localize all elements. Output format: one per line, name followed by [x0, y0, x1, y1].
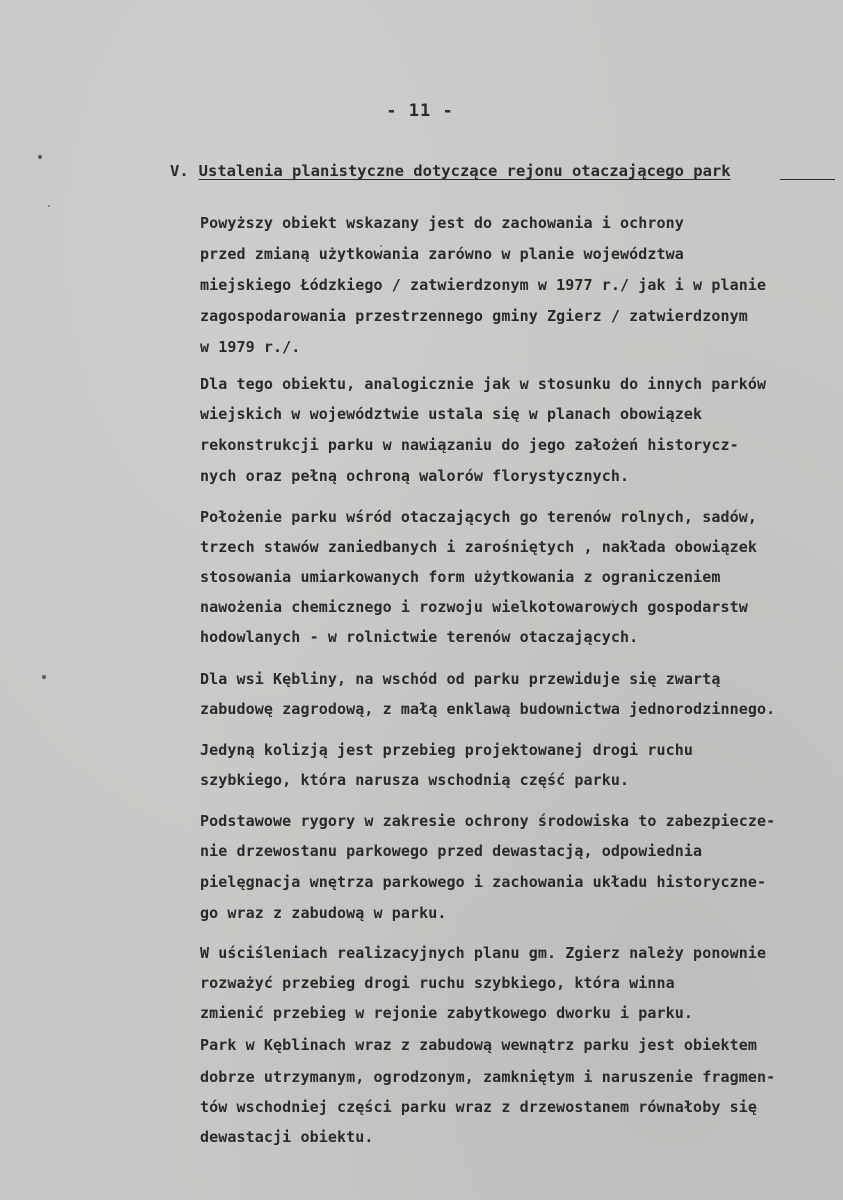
- margin-mark: [38, 155, 42, 159]
- section-heading: [170, 162, 835, 180]
- text-line: W uściśleniach realizacyjnych planu gm. Zgierz należy ponownie: [200, 944, 767, 962]
- heading-rule: [780, 179, 835, 180]
- text-line: rozważyć przebieg drogi ruchu szybkiego, która winna: [200, 974, 675, 992]
- text-line: przed zmianą użytkowania zarówno w planie województwa: [200, 245, 684, 263]
- text-line: Dla wsi Kębliny, na wschód od parku przewiduje się zwartą: [200, 670, 721, 688]
- text-line: dewastacji obiektu.: [200, 1128, 374, 1146]
- text-line: szybkiego, która narusza wschodnią część parku.: [200, 771, 630, 789]
- margin-mark: [42, 675, 46, 679]
- text-line: nych oraz pełną ochroną walorów florystycznych.: [200, 467, 630, 485]
- text-line: Jedyną kolizją jest przebieg projektowanej drogi ruchu: [200, 741, 694, 759]
- text-line: Powyższy obiekt wskazany jest do zachowania i ochrony: [200, 214, 684, 232]
- text-line: go wraz z zabudową w parku.: [200, 904, 447, 922]
- text-line: zabudowę zagrodową, z małą enklawą budownictwa jednorodzinnego.: [200, 700, 776, 718]
- text-line: nie drzewostanu parkowego przed dewastacją, odpowiednia: [200, 842, 703, 860]
- page-number: - 11 -: [386, 101, 454, 121]
- text-line: zmienić przebieg w rejonie zabytkowego dworku i parku.: [200, 1004, 694, 1022]
- text-line: trzech stawów zaniedbanych i zarośniętych , nakłada obowiązek: [200, 538, 757, 556]
- text-line: rekonstrukcji parku w nawiązaniu do jego założeń historycz-: [200, 436, 739, 454]
- section-number: V.: [170, 162, 189, 180]
- text-line: miejskiego Łódzkiego / zatwierdzonym w 1977 r./ jak i w planie: [200, 276, 767, 294]
- text-line: Położenie parku wśród otaczających go terenów rolnych, sadów,: [200, 508, 757, 526]
- text-line: stosowania umiarkowanych form użytkowania z ograniczeniem: [200, 568, 721, 586]
- text-line: wiejskich w województwie ustala się w planach obowiązek: [200, 405, 703, 423]
- text-line: Podstawowe rygory w zakresie ochrony środowiska to zabezpiecze-: [200, 812, 776, 830]
- text-line: hodowlanych - w rolnictwie terenów otaczających.: [200, 628, 639, 646]
- text-line: dobrze utrzymanym, ogrodzonym, zamkniętym i naruszenie fragmen-: [200, 1068, 776, 1086]
- section-title: Ustalenia planistyczne dotyczące rejonu otaczającego park: [198, 162, 731, 180]
- text-line: pielęgnacja wnętrza parkowego i zachowania układu historyczne-: [200, 873, 767, 891]
- paper-speck: [48, 205, 50, 207]
- text-line: w 1979 r./.: [200, 338, 301, 356]
- text-line: zagospodarowania przestrzennego gminy Zgierz / zatwierdzonym: [200, 307, 748, 325]
- text-line: tów wschodniej części parku wraz z drzewostanem równałoby się: [200, 1098, 757, 1116]
- text-line: nawożenia chemicznego i rozwoju wielkotowarowych gospodarstw: [200, 598, 748, 616]
- text-line: Dla tego obiektu, analogicznie jak w stosunku do innych parków: [200, 375, 767, 393]
- text-line: Park w Kęblinach wraz z zabudową wewnątrz parku jest obiektem: [200, 1036, 757, 1054]
